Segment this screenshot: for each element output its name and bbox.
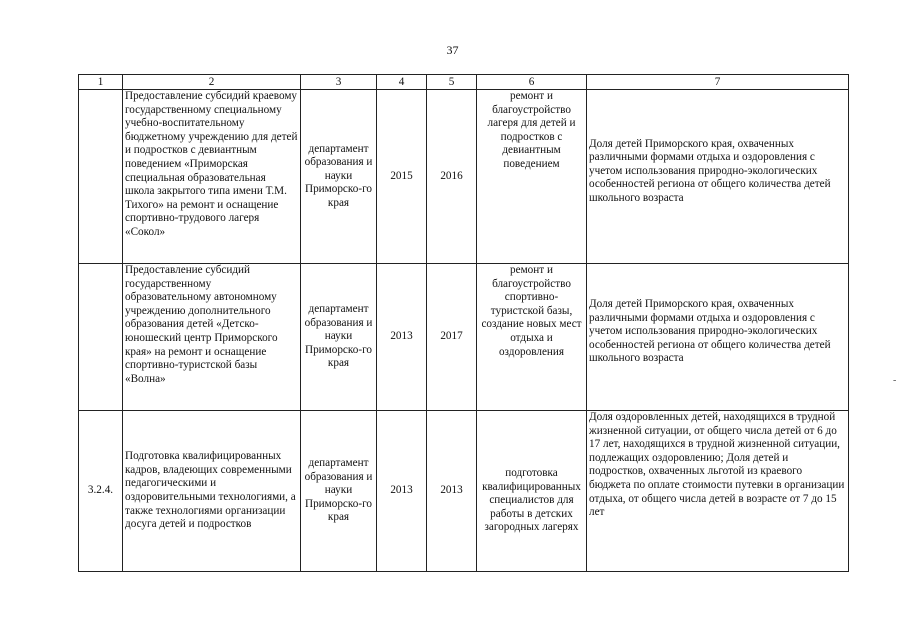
column-header: 6 <box>477 75 587 90</box>
table-row <box>79 411 849 572</box>
program-measures-table <box>78 74 849 572</box>
measure-number: 3.2.4. <box>79 411 123 572</box>
measure-result: ремонт и благоустройство лагеря для детей и подростков с девиантным поведением <box>477 90 587 264</box>
measure-end-year: 2017 <box>427 264 477 411</box>
measure-end-year: 2013 <box>427 411 477 572</box>
measure-executor: департамент образования и науки Приморско-го края <box>301 411 377 572</box>
measure-indicator: Доля оздоровленных детей, находящихся в трудной жизненной ситуации, от общего числа детей от 6 до 17 лет, находящихся в трудной жизненной ситуации, подлежащих оздоровлению; Доля детей и подростков, охваченных льготой из краевого бюджета по оплате стоимости путевки в организации отдыха, от общего числа детей в возрасте от 7 до 15 лет <box>587 411 849 572</box>
column-header: 2 <box>123 75 301 90</box>
margin-mark: - <box>893 375 897 386</box>
measure-start-year: 2015 <box>377 90 427 264</box>
measure-name: Предоставление субсидий краевому государственному специальному учебно-воспитательному бюджетному учреждению для детей и подростков с девиантным поведением «Приморская специальная образовательная школа закрытого типа имени Т.М. Тихого» на ремонт и оснащение спортивно-трудового лагеря «Сокол» <box>123 90 301 264</box>
measure-name: Предоставление субсидий государственному образовательному автономному учреждению дополнительного образования детей «Детско-юношеский центр Приморского края» на ремонт и оснащение спортивно-туристской базы «Волна» <box>123 264 301 411</box>
column-header: 1 <box>79 75 123 90</box>
column-header: 4 <box>377 75 427 90</box>
measure-indicator-text: Доля детей Приморского края, охваченных различными формами отдыха и оздоровления с учетом использования природно-экологических особенностей региона от общего количества детей школьного возраста <box>589 137 831 204</box>
measure-executor: департамент образования и науки Приморско-го края <box>301 264 377 411</box>
measure-executor: департамент образования и науки Приморско-го края <box>301 90 377 264</box>
measure-number <box>79 264 123 411</box>
measure-result-text: подготовка квалифицированных специалистов для работы в детских загородных лагерях <box>482 467 581 534</box>
measure-start-year: 2013 <box>377 411 427 572</box>
column-header: 7 <box>587 75 849 90</box>
measure-indicator <box>587 264 849 411</box>
table-header-row <box>79 75 849 90</box>
measure-name: Подготовка квалифицированных кадров, владеющих современными педагогическими и оздоровительными технологиями, а также технологиями организации досуга детей и подростков <box>123 411 301 572</box>
measure-start-year: 2013 <box>377 264 427 411</box>
measure-indicator-text: Доля детей Приморского края, охваченных различными формами отдыха и оздоровления с учетом использования природно-экологических особенностей региона от общего количества детей школьного возраста <box>589 298 831 365</box>
table-row <box>79 90 849 264</box>
measure-indicator <box>587 90 849 264</box>
page-number: 37 <box>446 43 459 57</box>
column-header: 3 <box>301 75 377 90</box>
measure-number <box>79 90 123 264</box>
measure-result <box>477 411 587 572</box>
column-header: 5 <box>427 75 477 90</box>
measure-end-year: 2016 <box>427 90 477 264</box>
measure-result: ремонт и благоустройство спортивно-туристской базы, создание новых мест отдыха и оздоровления <box>477 264 587 411</box>
table-row <box>79 264 849 411</box>
